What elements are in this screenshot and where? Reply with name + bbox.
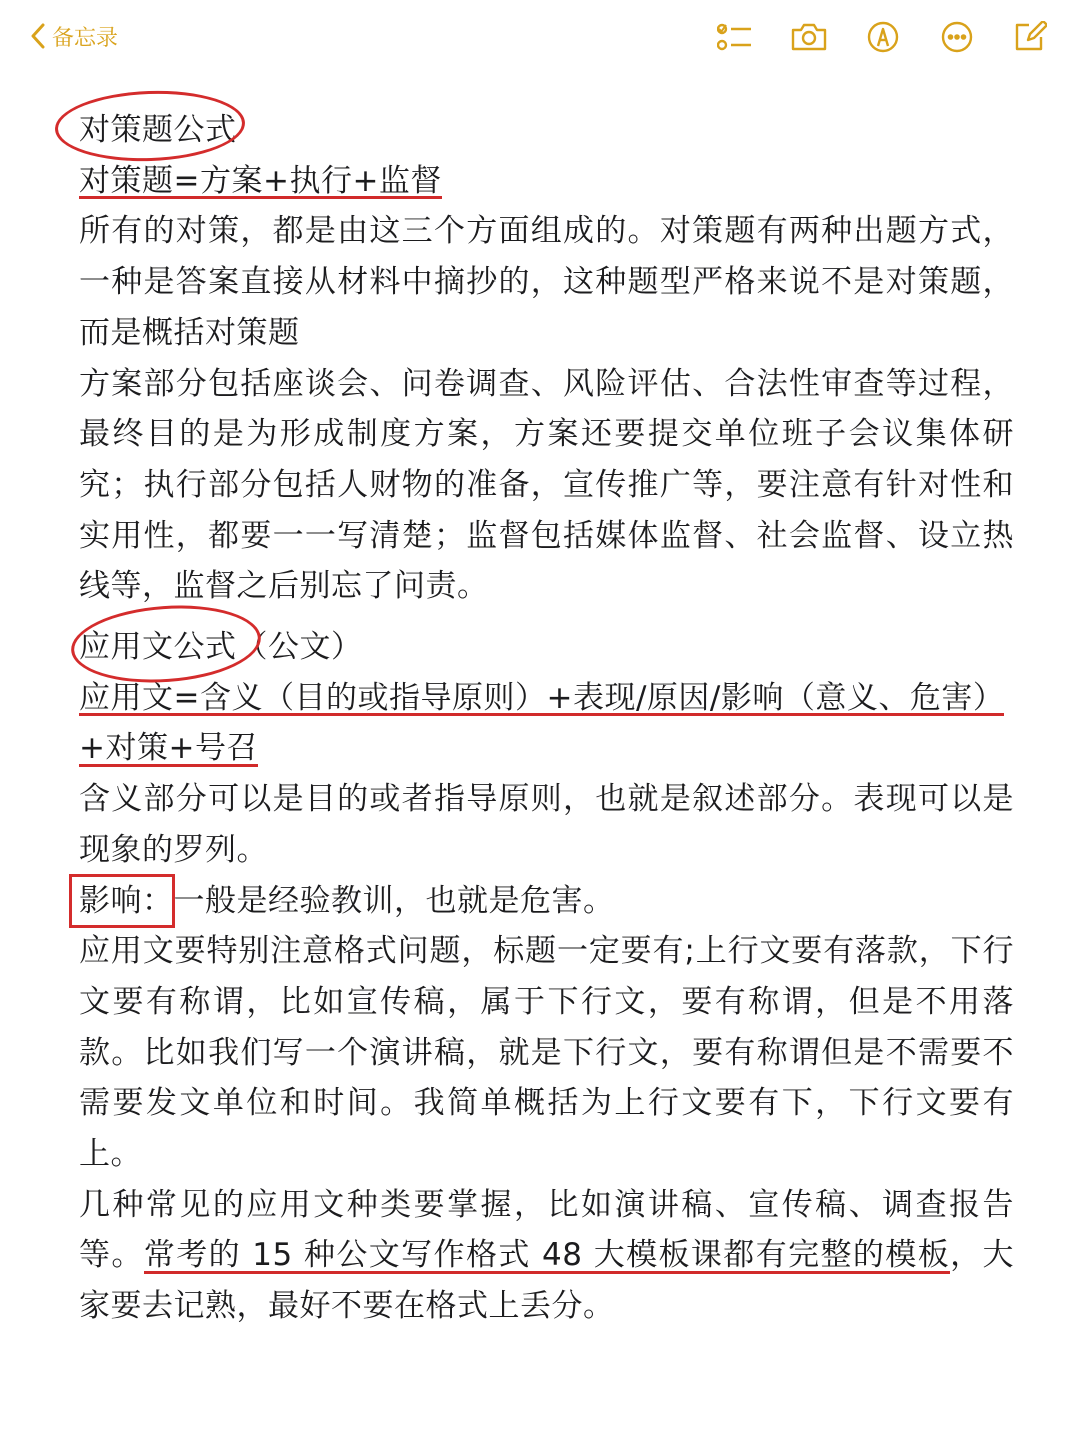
section2-formula-line-2: [79, 723, 1014, 774]
more-icon: [941, 21, 973, 53]
section1-formula-line: [79, 156, 1014, 207]
note-body[interactable]: [79, 105, 1014, 1332]
camera-icon: [790, 22, 828, 52]
more-button[interactable]: [936, 16, 978, 58]
markup-pen-icon: [867, 21, 899, 53]
chevron-left-icon: [30, 23, 46, 49]
impact-line: [79, 876, 1014, 927]
checklist-icon: [717, 22, 753, 52]
camera-button[interactable]: [788, 16, 830, 58]
section1-paragraph-2: 方案部分包括座谈会、问卷调查、风险评估、合法性审查等过程，最终目的是为形成制度方案，方案还要提交单位班子会议集体研究；执行部分包括人财物的准备，宣传推广等，要注意有针对性和实用性，都要一一写清楚；监督包括媒体监督、社会监督、设立热线等，监督之后别忘了问责。: [79, 365, 1014, 605]
section2-paragraph-2: 应用文要特别注意格式问题，标题一定要有;上行文要有落款，下行文要有称谓，比如宣传稿，属于下行文，要有称谓，但是不用落款。比如我们写一个演讲稿，就是下行文，要有称谓但是不需要不需要发文单位和时间。我简单概括为上行文要有下，下行文要有上。: [79, 933, 1014, 1173]
navigation-bar: [0, 0, 1080, 80]
section-gap: [79, 612, 1014, 622]
section2-formula-line-1: [79, 673, 1014, 724]
section2-heading-text: 应用文公式: [79, 629, 237, 666]
impact-label-text: 影响：: [79, 882, 174, 919]
para3-end: ，大家要去记熟，最好不要在格式上丢分。: [79, 1237, 1015, 1325]
checklist-button[interactable]: [714, 16, 756, 58]
para3-start: 几种常见的应用文种类要掌握，比如演讲稿、宣传稿、调查报告等。: [79, 1186, 1014, 1274]
section2-heading-suffix: （公文）: [236, 629, 363, 666]
compose-button[interactable]: [1010, 16, 1052, 58]
compose-icon: [1015, 21, 1047, 53]
para3-highlight: 常考的 15 种公文写作格式 48 大模板课都有完整的模板: [143, 1237, 951, 1274]
impact-text: 一般是经验教训，也就是危害。: [173, 882, 615, 919]
section1-heading-text: 对策题公式: [79, 112, 237, 148]
note-toolbar: [682, 16, 1052, 58]
back-button-label: 备忘录: [52, 25, 119, 51]
section2-heading-line: [79, 622, 1014, 673]
section1-heading-line: [79, 105, 1014, 156]
section1-heading: [79, 105, 237, 156]
impact-label: [79, 876, 174, 927]
markup-button[interactable]: [862, 16, 904, 58]
section2-heading: [79, 622, 237, 673]
section2-paragraph-1: 含义部分可以是目的或者指导原则，也就是叙述部分。表现可以是现象的罗列。: [79, 781, 1014, 868]
section2-formula-1: 应用文=含义（目的或指导原则）+表现/原因/影响（意义、危害）: [79, 679, 1005, 716]
section2-formula-2: +对策+号召: [79, 730, 258, 767]
section2-paragraph-3: [79, 1180, 1014, 1332]
section1-formula: 对策题=方案+执行+监督: [79, 162, 442, 199]
back-button[interactable]: [30, 18, 118, 54]
section1-paragraph-1: 所有的对策，都是由这三个方面组成的。对策题有两种出题方式，一种是答案直接从材料中摘抄的，这种题型严格来说不是对策题，而是概括对策题: [79, 213, 1014, 351]
